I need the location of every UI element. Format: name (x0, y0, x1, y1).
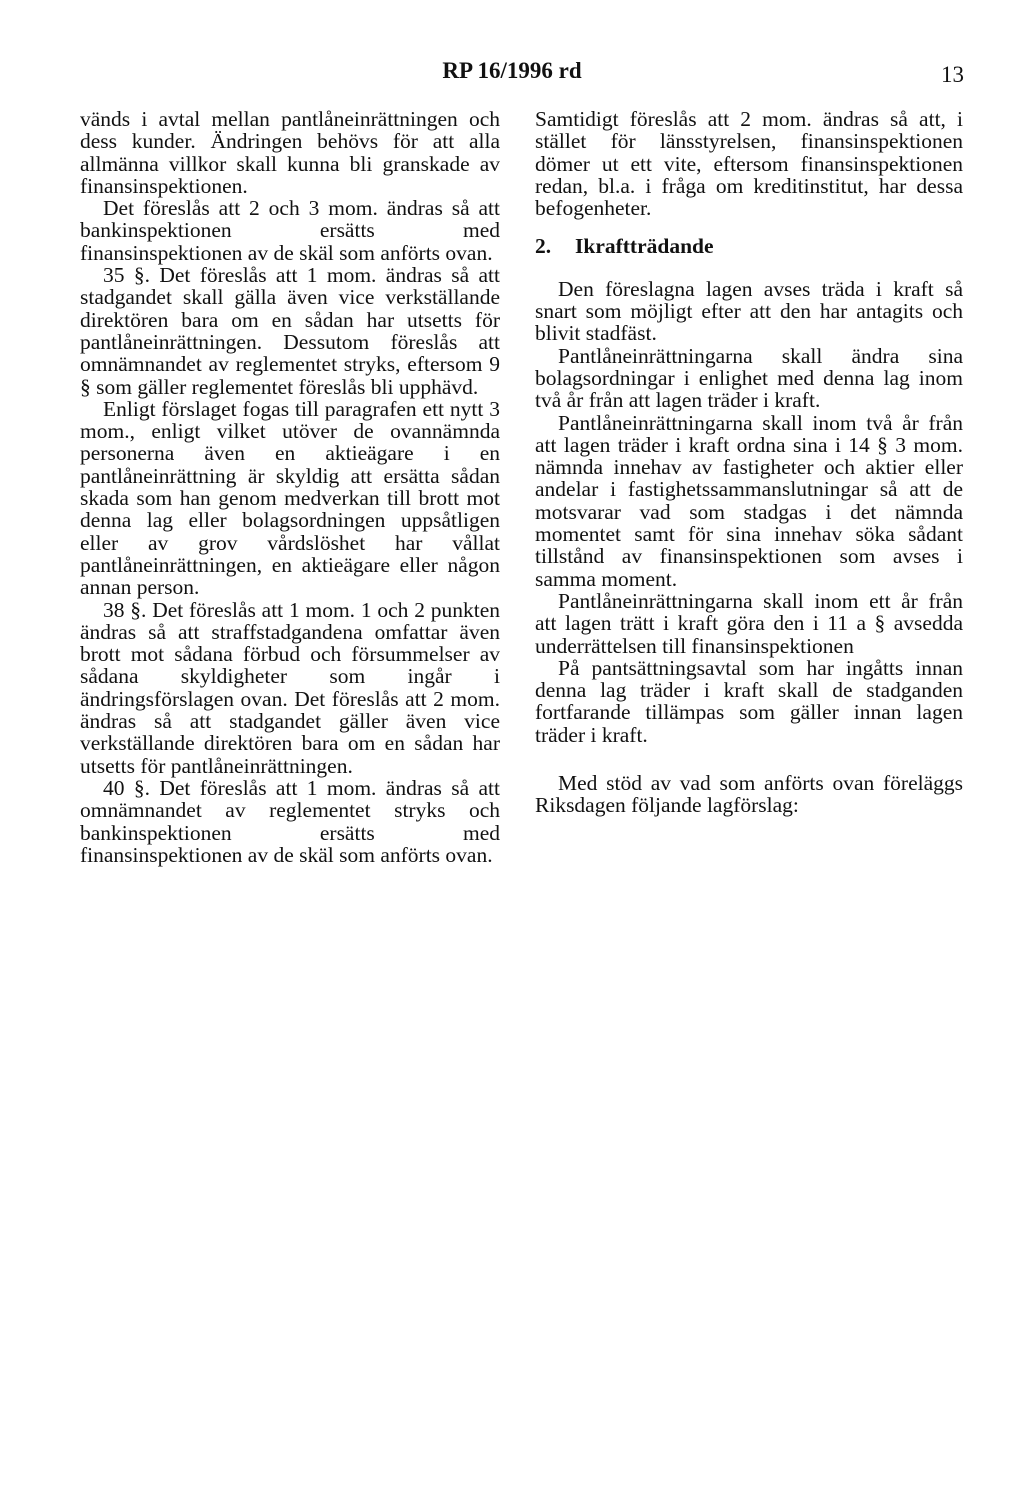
paragraph-35-section: 35 §. Det föreslås att 1 mom. ändras så att stadgandet skall gälla även vice verkställande direktören bara om en sådan har utsetts för pantlåneinrättningen. Dessutom föreslås att omnämnandet av reglementet stryks, eftersom 9 § som gäller reglementet föreslås bli upphävd. (80, 263, 500, 399)
paragraph-38-section: 38 §. Det föreslås att 1 mom. 1 och 2 punkten ändras så att straffstadgandena omfattar även brott mot sådana förbud och försummelser av sådana skyldigheter som ingår i ändringsförslagen ovan. Det föreslås att 2 mom. ändras så att stadgandet gäller även vice verkställande direktören bara om en sådan har utsetts för pantlåneinrättningen. (80, 597, 500, 778)
section-title: Ikraftträdande (575, 234, 714, 259)
paragraph-entry-into-force: Den föreslagna lagen avses träda i kraft så snart som möjligt efter att den har antagits och blivit stadfäst. (535, 276, 963, 346)
paragraph-pledge-agreements: På pantsättningsavtal som har ingåtts innan denna lag träder i kraft skall de stadganden fortfarande tillämpas som gäller innan lagen träder i kraft. (535, 655, 963, 747)
paragraph-notification: Pantlåneinrättningarna skall inom ett år från att lagen trätt i kraft göra den i 11 a § avsedda underrättelsen till finansinspektionen (535, 588, 963, 658)
paragraph-intro: Samtidigt föreslås att 2 mom. ändras så att, i stället för länsstyrelsen, finansinspektionen dömer ut ett vite, eftersom finansinspektionen redan, bl.a. i fråga om kreditinstitut, har dessa befogenheter. (535, 107, 963, 221)
paragraph-continuation: vänds i avtal mellan pantlåneinrättningen och dess kunder. Ändringen behövs för att alla allmänna villkor skall kunna bli granskade av finansinspektionen. (80, 107, 500, 198)
paragraph-closing: Med stöd av vad som anförts ovan föreläggs Riksdagen följande lagförslag: (535, 771, 963, 818)
page-number: 13 (941, 62, 964, 87)
document-id: RP 16/1996 rd (442, 58, 582, 83)
left-column (80, 108, 500, 866)
right-column (535, 108, 963, 817)
paragraph-articles-of-association: Pantlåneinrättningarna skall ändra sina bolagsordningar i enlighet med denna lag inom två år från att lagen träder i kraft. (535, 343, 963, 413)
paragraph-40-section: 40 §. Det föreslås att 1 mom. ändras så att omnämnandet av reglementet stryks och bankinspektionen ersätts med finansinspektionen av de skäl som anförts ovan. (80, 775, 500, 867)
paragraph-real-estate-holdings: Pantlåneinrättningarna skall inom två år från att lagen träder i kraft ordna sina i 14 § 3 mom. nämnda innehav av fastigheter och aktier eller andelar i fastighetssammanslutningar så att de motsvarar vad som stadgas i det nämnda momentet samt för sina innehav söka sådant tillstånd av finansinspektionen som avses i samma moment. (535, 410, 963, 591)
running-header (0, 58, 1024, 88)
section-heading (535, 235, 963, 257)
paragraph-2-3-mom: Det föreslås att 2 och 3 mom. ändras så att bankinspektionen ersätts med finansinspektionen av de skäl som anförts ovan. (80, 196, 500, 265)
section-number: 2. (535, 234, 552, 259)
paragraph-new-3-mom: Enligt förslaget fogas till paragrafen ett nytt 3 mom., enligt vilket utöver de ovannämnda personerna även en aktieägare i en pantlåneinrättning är skyldig att ersätta sådan skada som han genom medverkan till brott mot denna lag eller bolagsordningen uppsåtligen eller av grov vårdslöshet har vållat pantlåneinrättningen, en aktieägare eller någon annan person. (80, 396, 500, 600)
